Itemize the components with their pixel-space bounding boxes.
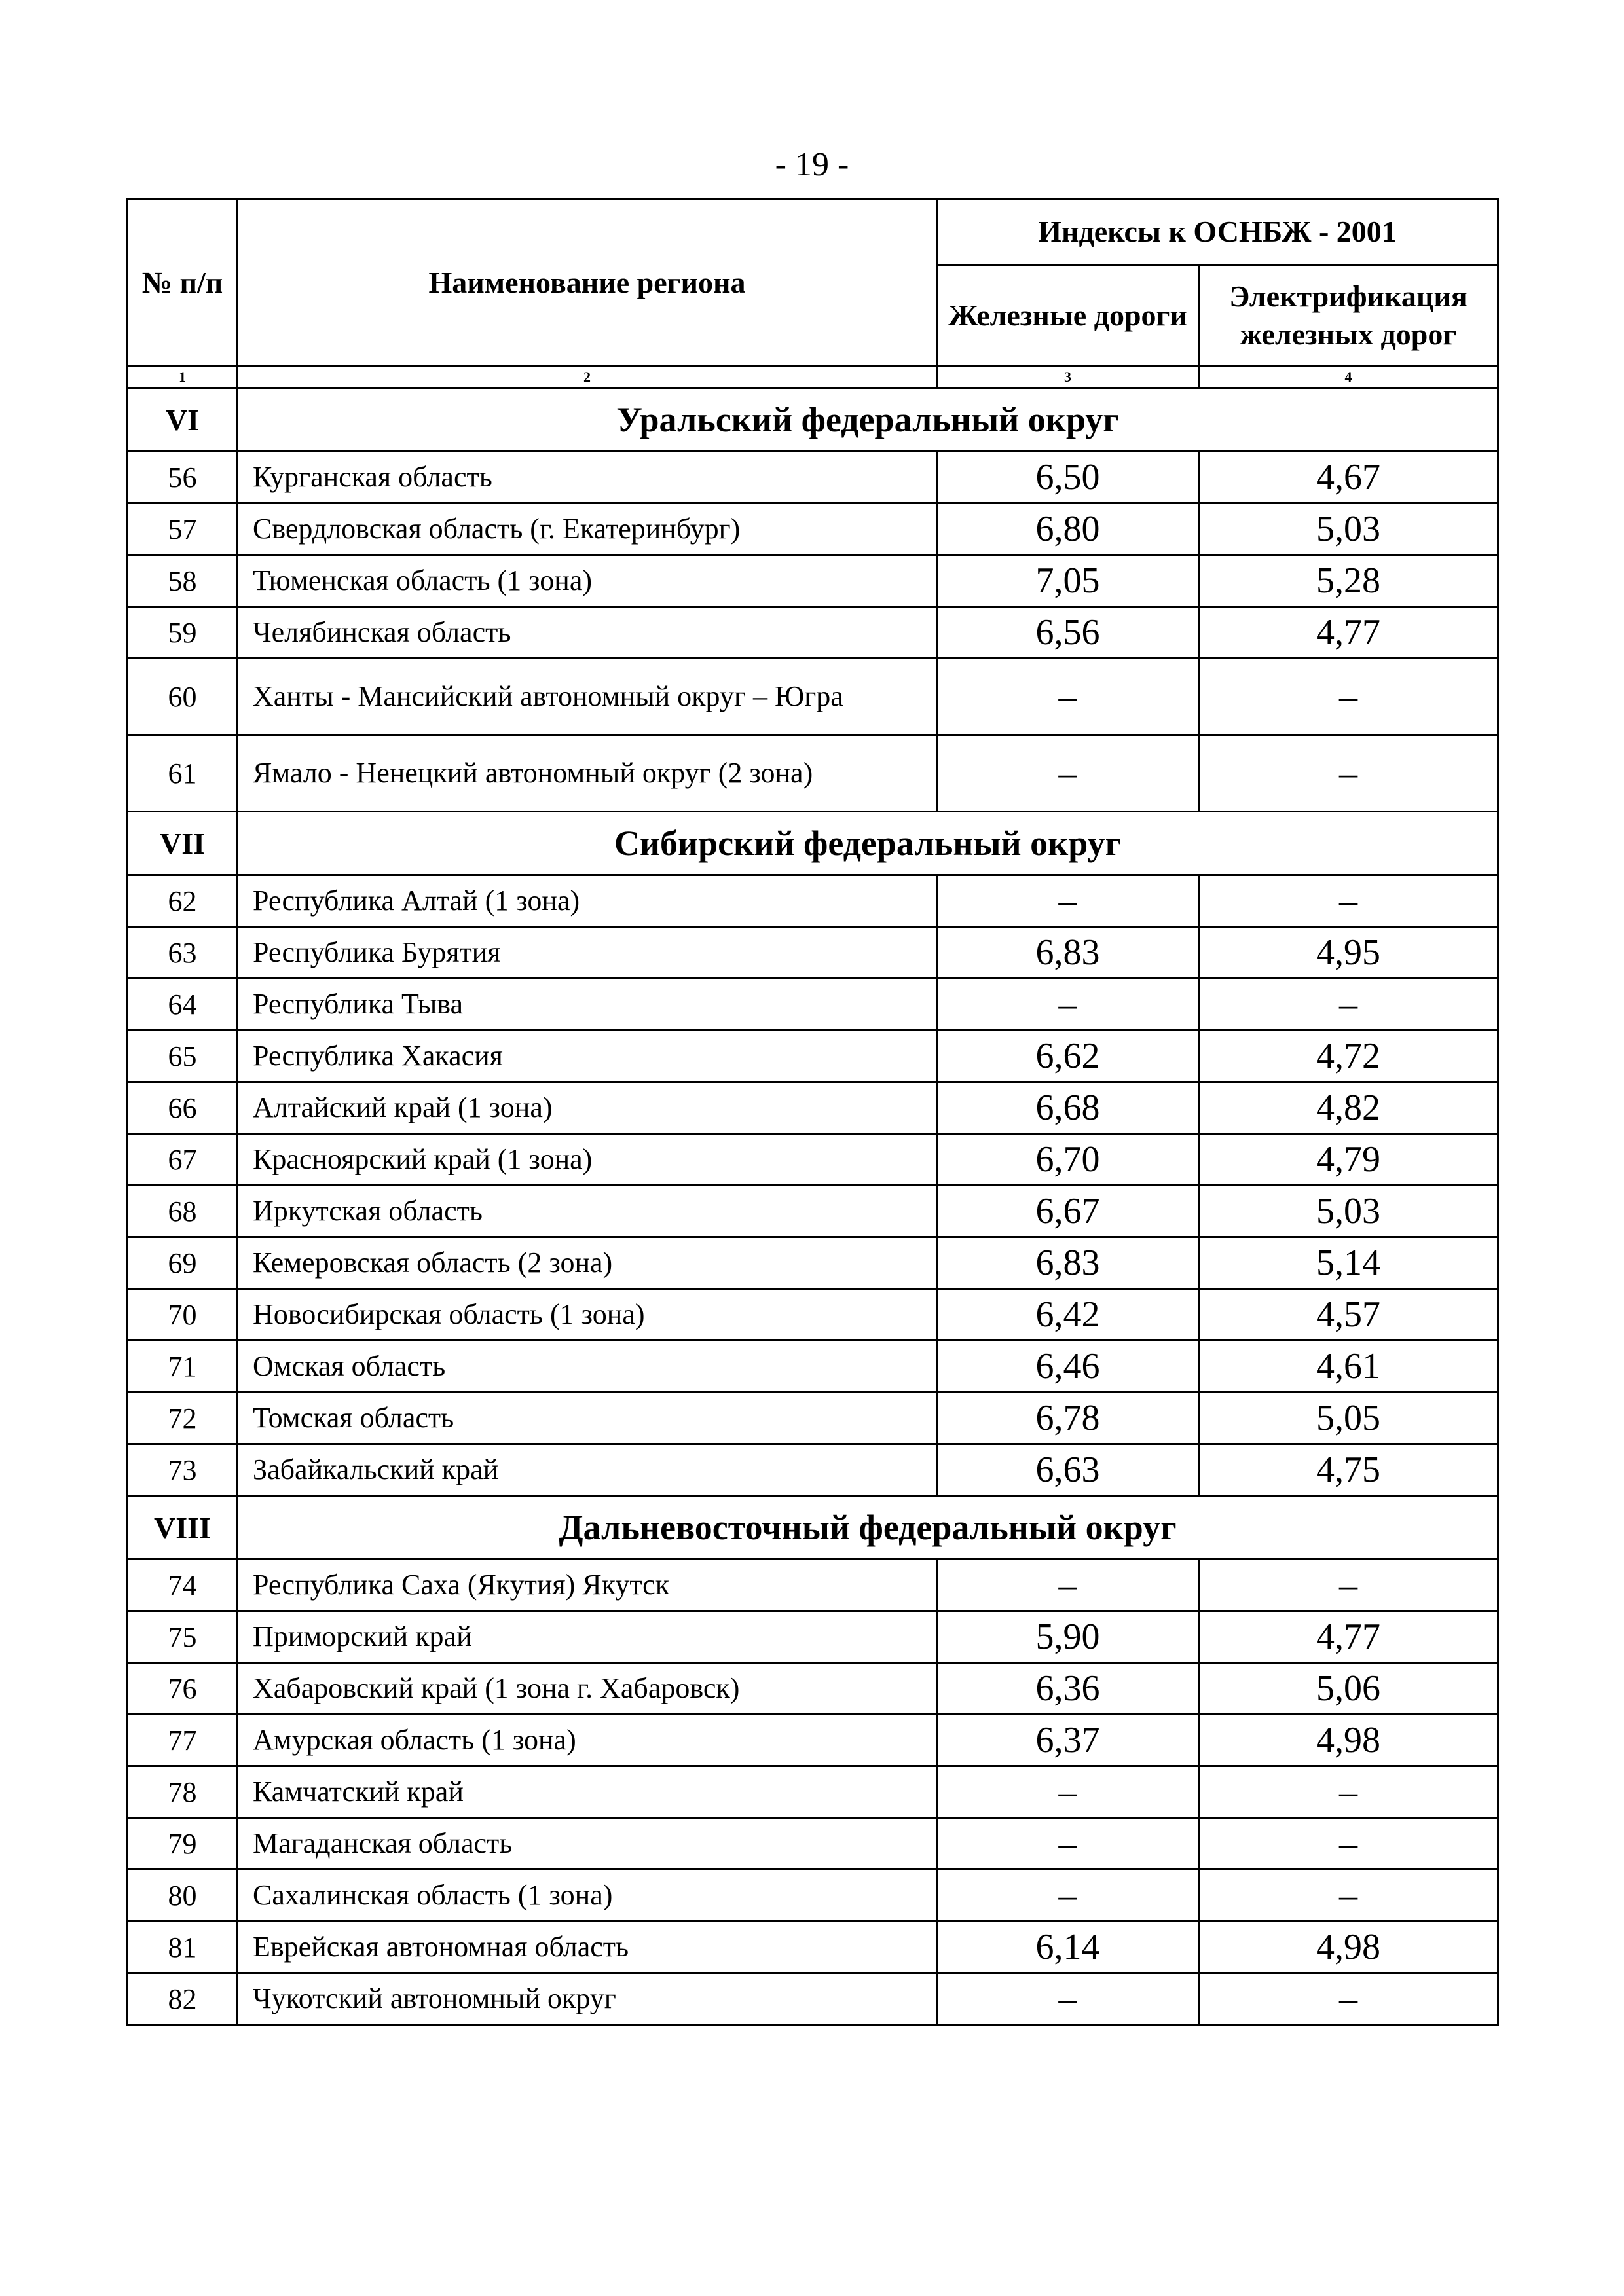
- electrification-index: –: [1199, 1870, 1498, 1922]
- electrification-index: –: [1199, 979, 1498, 1030]
- railway-index: 6,42: [937, 1289, 1199, 1341]
- region-name: Магаданская область: [238, 1818, 937, 1870]
- row-number: 64: [128, 979, 238, 1030]
- region-name: Курганская область: [238, 452, 937, 503]
- table-row: [128, 1444, 1498, 1496]
- electrification-index: –: [1199, 735, 1498, 812]
- row-number: 77: [128, 1715, 238, 1766]
- region-name: Алтайский край (1 зона): [238, 1082, 937, 1134]
- regional-index-table: [126, 198, 1499, 2026]
- region-name: Красноярский край (1 зона): [238, 1134, 937, 1186]
- region-name: Свердловская область (г. Екатеринбург): [238, 503, 937, 555]
- row-number: 63: [128, 927, 238, 979]
- electrification-index: 5,03: [1199, 503, 1498, 555]
- railway-index: 5,90: [937, 1611, 1199, 1663]
- section-header-row: [128, 388, 1498, 452]
- row-number: 68: [128, 1186, 238, 1237]
- region-name: Иркутская область: [238, 1186, 937, 1237]
- railway-index: 6,80: [937, 503, 1199, 555]
- electrification-index: 4,75: [1199, 1444, 1498, 1496]
- region-name: Хабаровский край (1 зона г. Хабаровск): [238, 1663, 937, 1715]
- region-name: Ханты - Мансийский автономный округ – Югра: [238, 659, 937, 735]
- section-title: Дальневосточный федеральный округ: [238, 1496, 1498, 1559]
- row-number: 79: [128, 1818, 238, 1870]
- railway-index: –: [937, 1973, 1199, 2025]
- table-row: [128, 607, 1498, 659]
- table-row: [128, 555, 1498, 607]
- column-header-electrification: Электрификация железных дорог: [1199, 265, 1498, 367]
- row-number: 57: [128, 503, 238, 555]
- railway-index: 6,63: [937, 1444, 1199, 1496]
- section-number: VIII: [128, 1496, 238, 1559]
- page-number: - 19 -: [775, 146, 849, 183]
- row-number: 66: [128, 1082, 238, 1134]
- column-number: 4: [1199, 367, 1498, 388]
- region-name: Камчатский край: [238, 1766, 937, 1818]
- column-number: 3: [937, 367, 1199, 388]
- row-number: 75: [128, 1611, 238, 1663]
- table-row: [128, 1818, 1498, 1870]
- electrification-index: 4,77: [1199, 607, 1498, 659]
- electrification-index: 4,72: [1199, 1030, 1498, 1082]
- railway-index: –: [937, 735, 1199, 812]
- railway-index: 6,68: [937, 1082, 1199, 1134]
- row-number: 59: [128, 607, 238, 659]
- table-row: [128, 875, 1498, 927]
- row-number: 80: [128, 1870, 238, 1922]
- railway-index: 6,83: [937, 927, 1199, 979]
- region-name: Чукотский автономный округ: [238, 1973, 937, 2025]
- electrification-index: 4,95: [1199, 927, 1498, 979]
- railway-index: 6,56: [937, 607, 1199, 659]
- table-row: [128, 735, 1498, 812]
- electrification-index: –: [1199, 875, 1498, 927]
- row-number: 71: [128, 1341, 238, 1393]
- railway-index: 6,67: [937, 1186, 1199, 1237]
- region-name: Забайкальский край: [238, 1444, 937, 1496]
- railway-index: 6,36: [937, 1663, 1199, 1715]
- railway-index: 6,70: [937, 1134, 1199, 1186]
- railway-index: –: [937, 875, 1199, 927]
- electrification-index: 4,79: [1199, 1134, 1498, 1186]
- region-name: Республика Тыва: [238, 979, 937, 1030]
- region-name: Новосибирская область (1 зона): [238, 1289, 937, 1341]
- column-number: 1: [128, 367, 238, 388]
- railway-index: 6,83: [937, 1237, 1199, 1289]
- row-number: 65: [128, 1030, 238, 1082]
- table-row: [128, 1289, 1498, 1341]
- row-number: 62: [128, 875, 238, 927]
- table-body: [128, 388, 1498, 2025]
- region-name: Республика Саха (Якутия) Якутск: [238, 1559, 937, 1611]
- electrification-index: 4,98: [1199, 1715, 1498, 1766]
- region-name: Сахалинская область (1 зона): [238, 1870, 937, 1922]
- section-title: Сибирский федеральный округ: [238, 812, 1498, 875]
- region-name: Республика Бурятия: [238, 927, 937, 979]
- row-number: 58: [128, 555, 238, 607]
- electrification-index: 4,77: [1199, 1611, 1498, 1663]
- table-row: [128, 1134, 1498, 1186]
- row-number: 73: [128, 1444, 238, 1496]
- table-row: [128, 1030, 1498, 1082]
- row-number: 69: [128, 1237, 238, 1289]
- table-row: [128, 1186, 1498, 1237]
- electrification-index: –: [1199, 1973, 1498, 2025]
- railway-index: –: [937, 659, 1199, 735]
- electrification-index: 4,67: [1199, 452, 1498, 503]
- section-number: VI: [128, 388, 238, 452]
- region-name: Республика Хакасия: [238, 1030, 937, 1082]
- row-number: 81: [128, 1922, 238, 1973]
- electrification-index: 4,61: [1199, 1341, 1498, 1393]
- table-row: [128, 659, 1498, 735]
- row-number: 56: [128, 452, 238, 503]
- table-row: [128, 927, 1498, 979]
- table-row: [128, 979, 1498, 1030]
- electrification-index: 4,57: [1199, 1289, 1498, 1341]
- row-number: 82: [128, 1973, 238, 2025]
- electrification-index: 4,98: [1199, 1922, 1498, 1973]
- row-number: 67: [128, 1134, 238, 1186]
- column-number: 2: [238, 367, 937, 388]
- region-name: Приморский край: [238, 1611, 937, 1663]
- region-name: Челябинская область: [238, 607, 937, 659]
- table-row: [128, 1559, 1498, 1611]
- electrification-index: –: [1199, 1766, 1498, 1818]
- electrification-index: 5,06: [1199, 1663, 1498, 1715]
- electrification-index: 5,28: [1199, 555, 1498, 607]
- railway-index: –: [937, 1559, 1199, 1611]
- table-row: [128, 1715, 1498, 1766]
- column-header-region-name: Наименование региона: [238, 199, 937, 367]
- row-number: 70: [128, 1289, 238, 1341]
- railway-index: –: [937, 1818, 1199, 1870]
- electrification-index: –: [1199, 1559, 1498, 1611]
- table-row: [128, 1922, 1498, 1973]
- table-row: [128, 1237, 1498, 1289]
- region-name: Томская область: [238, 1393, 937, 1444]
- railway-index: –: [937, 979, 1199, 1030]
- table-row: [128, 1082, 1498, 1134]
- column-header-number: № п/п: [128, 199, 238, 367]
- region-name: Омская область: [238, 1341, 937, 1393]
- table-row: [128, 1973, 1498, 2025]
- railway-index: 6,14: [937, 1922, 1199, 1973]
- row-number: 78: [128, 1766, 238, 1818]
- electrification-index: 5,05: [1199, 1393, 1498, 1444]
- table-row: [128, 1870, 1498, 1922]
- row-number: 72: [128, 1393, 238, 1444]
- table-row: [128, 1766, 1498, 1818]
- region-name: Ямало - Ненецкий автономный округ (2 зона): [238, 735, 937, 812]
- railway-index: 6,50: [937, 452, 1199, 503]
- section-header-row: [128, 812, 1498, 875]
- region-name: Еврейская автономная область: [238, 1922, 937, 1973]
- section-title: Уральский федеральный округ: [238, 388, 1498, 452]
- electrification-index: –: [1199, 1818, 1498, 1870]
- row-number: 60: [128, 659, 238, 735]
- region-name: Республика Алтай (1 зона): [238, 875, 937, 927]
- table-row: [128, 1393, 1498, 1444]
- region-name: Амурская область (1 зона): [238, 1715, 937, 1766]
- table-row: [128, 1663, 1498, 1715]
- electrification-index: 5,14: [1199, 1237, 1498, 1289]
- electrification-index: 4,82: [1199, 1082, 1498, 1134]
- electrification-index: 5,03: [1199, 1186, 1498, 1237]
- railway-index: 6,46: [937, 1341, 1199, 1393]
- row-number: 61: [128, 735, 238, 812]
- railway-index: 7,05: [937, 555, 1199, 607]
- row-number: 76: [128, 1663, 238, 1715]
- table-row: [128, 452, 1498, 503]
- railway-index: 6,78: [937, 1393, 1199, 1444]
- row-number: 74: [128, 1559, 238, 1611]
- railway-index: 6,62: [937, 1030, 1199, 1082]
- railway-index: 6,37: [937, 1715, 1199, 1766]
- column-header-index-group: Индексы к ОСНБЖ - 2001: [937, 199, 1498, 265]
- electrification-index: –: [1199, 659, 1498, 735]
- railway-index: –: [937, 1870, 1199, 1922]
- table-row: [128, 1611, 1498, 1663]
- region-name: Кемеровская область (2 зона): [238, 1237, 937, 1289]
- column-header-railways: Железные дороги: [937, 265, 1199, 367]
- table-row: [128, 503, 1498, 555]
- section-header-row: [128, 1496, 1498, 1559]
- section-number: VII: [128, 812, 238, 875]
- table-row: [128, 1341, 1498, 1393]
- region-name: Тюменская область (1 зона): [238, 555, 937, 607]
- railway-index: –: [937, 1766, 1199, 1818]
